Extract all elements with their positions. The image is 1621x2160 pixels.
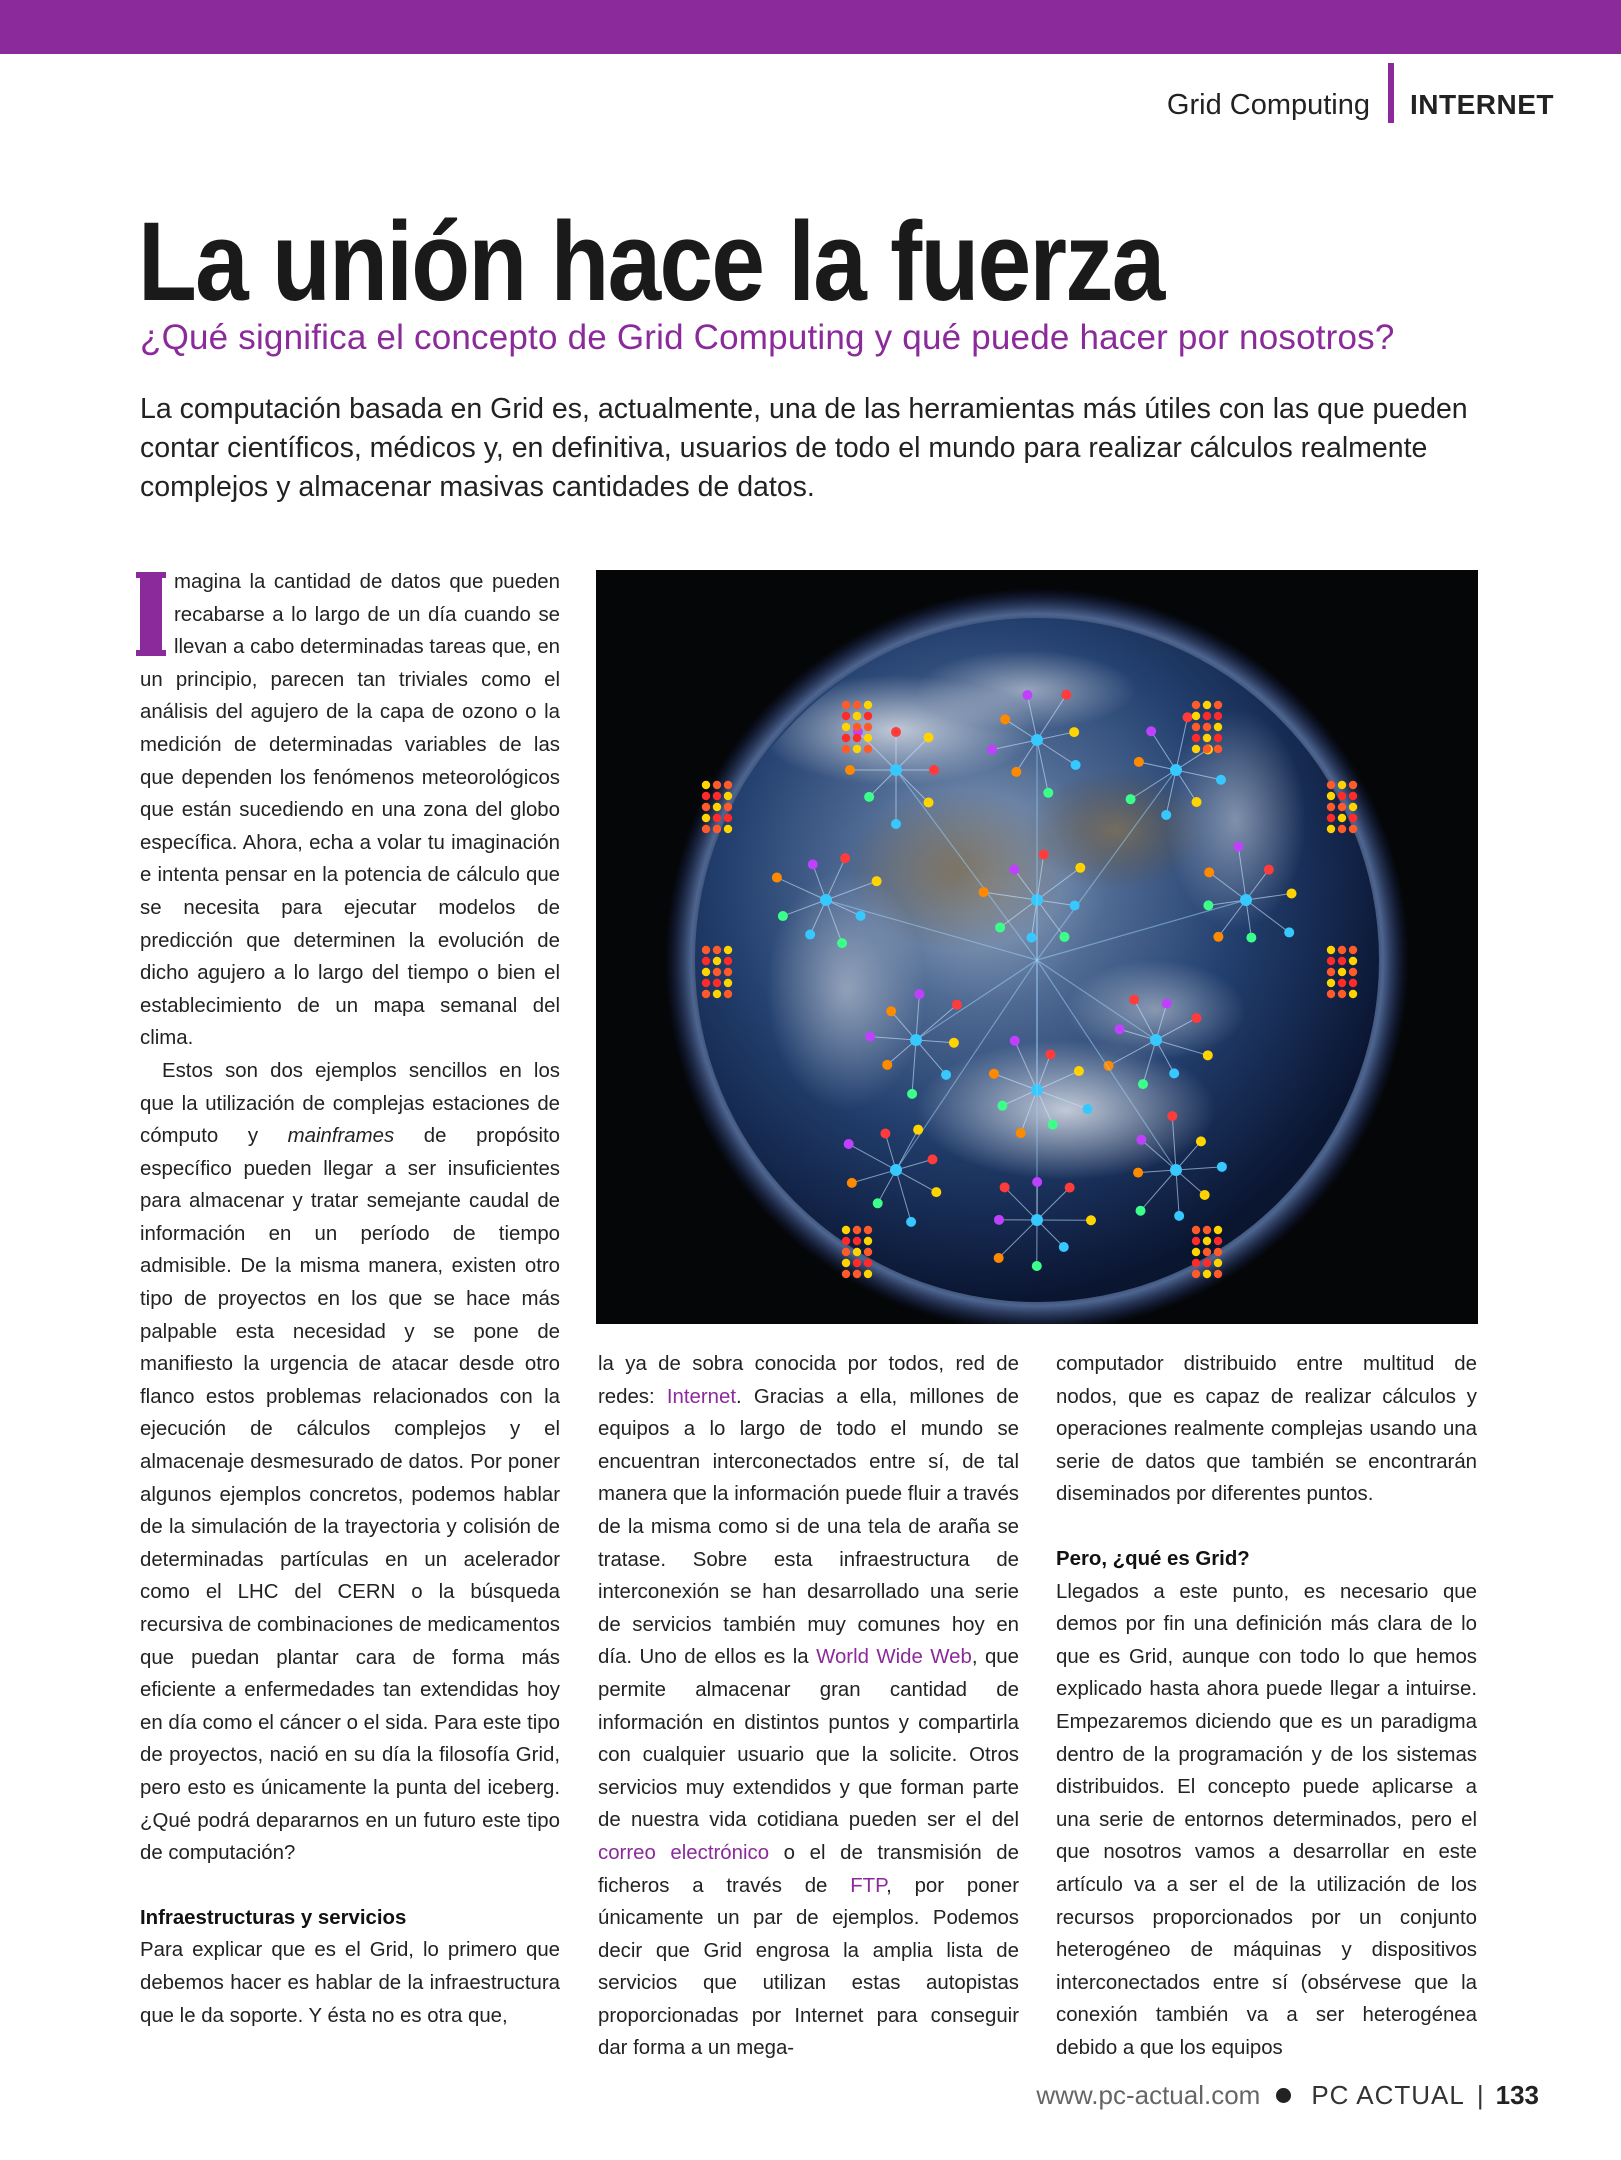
data-cell — [1349, 957, 1357, 965]
network-node — [1043, 788, 1053, 798]
data-cell — [1327, 990, 1335, 998]
data-cell — [842, 712, 850, 720]
data-cell — [1349, 946, 1357, 954]
data-cell — [1192, 701, 1200, 709]
top-accent-bar — [0, 0, 1621, 54]
data-cell — [842, 734, 850, 742]
network-node — [1086, 1215, 1096, 1225]
data-cell — [702, 814, 710, 822]
network-node — [1192, 797, 1202, 807]
network-hub — [890, 1164, 902, 1176]
network-node — [1191, 1013, 1201, 1023]
footer-separator: | — [1476, 2079, 1484, 2110]
data-cell — [702, 957, 710, 965]
data-cell — [853, 745, 861, 753]
data-cell — [1214, 712, 1222, 720]
network-node — [864, 792, 874, 802]
network-node — [1169, 1068, 1179, 1078]
footer-url[interactable]: www.pc-actual.com — [1036, 2079, 1261, 2110]
data-cell — [853, 712, 861, 720]
data-cell — [842, 1248, 850, 1256]
data-cell — [864, 1270, 872, 1278]
page-number: 133 — [1495, 2079, 1539, 2110]
network-node — [1059, 932, 1069, 942]
data-cell — [1349, 781, 1357, 789]
network-hub — [890, 764, 902, 776]
data-cell — [864, 1248, 872, 1256]
data-cell — [1349, 803, 1357, 811]
data-cell — [864, 712, 872, 720]
data-cell — [1214, 701, 1222, 709]
data-cell — [842, 701, 850, 709]
network-node — [931, 1187, 941, 1197]
network-node — [1182, 712, 1192, 722]
network-node — [906, 1217, 916, 1227]
network-node — [979, 887, 989, 897]
data-cell — [853, 1248, 861, 1256]
network-node — [1071, 760, 1081, 770]
link-ftp[interactable]: FTP — [850, 1874, 887, 1897]
data-cell — [853, 734, 861, 742]
data-cell — [1192, 723, 1200, 731]
paragraph-intro: magina la cantidad de datos que pueden recabarse a lo largo de un día cuando se llevan a cabo determinadas tareas que, en un principio, parecen tan triviales como el análisis del agujero de la capa de ozono o la medición de determinadas variables de las que dependen los fenómenos meteorológicos que están sucediendo en una zona del globo específica. Ahora, echa a volar tu imaginación e intenta pensar en la potencia de cálculo que se necesita para ejecutar modelos de predicción que determinen la evolución de dicho agujero a lo largo del tiempo o bien el establecimiento de un mapa semanal del clima. — [140, 571, 560, 1050]
paragraph: computador distribuido entre multitud de nodos, que es capaz de realizar cálculos y operaciones realmente complejas usando una serie de datos que también se encontrarán diseminados por diferentes puntos. — [1056, 1353, 1477, 1506]
article-title: La unión hace la fuerza — [138, 199, 1164, 324]
data-cell — [713, 814, 721, 822]
network-hub — [910, 1034, 922, 1046]
network-node — [1246, 933, 1256, 943]
network-node — [994, 1215, 1004, 1225]
network-node — [1136, 1135, 1146, 1145]
network-node — [844, 1139, 854, 1149]
network-node — [837, 938, 847, 948]
data-cell — [853, 723, 861, 731]
network-node — [805, 930, 815, 940]
data-cell — [864, 745, 872, 753]
network-node — [1129, 995, 1139, 1005]
footer-magazine: PC ACTUAL — [1311, 2079, 1465, 2110]
network-node — [1115, 1024, 1125, 1034]
network-node — [1146, 726, 1156, 736]
data-cell — [713, 968, 721, 976]
link-internet[interactable]: Internet — [666, 1385, 736, 1408]
network-node — [989, 1069, 999, 1079]
network-hub — [1170, 1164, 1182, 1176]
network-node — [1203, 900, 1213, 910]
data-cell — [713, 990, 721, 998]
paragraph: Llegados a este punto, es necesario que demos por fin una definición más clara de lo que es Grid, aunque con todo lo que hemos explicado hasta ahora puede llegar a intuirse. Empezaremos diciendo que es un paradigma dentro de la programación y de los sistemas distribuidos. El concepto puede aplicarse a una serie de entornos determinados, pero el que nosotros vamos a desarrollar en este artículo va a ser el de la utilización de los recursos proporcionados por un conjunto heterogéneo de máquinas y dispositivos interconectados entre sí (obsérvese que la conexión también va a ser heterogénea debido a que los equipos — [1056, 1580, 1477, 2059]
network-node — [1138, 1079, 1148, 1089]
network-node — [995, 922, 1005, 932]
network-node — [1216, 775, 1226, 785]
data-cell — [702, 781, 710, 789]
network-node — [891, 819, 901, 829]
network-node — [847, 1178, 857, 1188]
network-node — [1196, 1136, 1206, 1146]
network-node — [872, 876, 882, 886]
data-cell — [842, 1237, 850, 1245]
paragraph: Para explicar que es el Grid, lo primero que debemos hacer es hablar de la infraestructura que le da soporte. Y ésta no es otra que, — [140, 1939, 560, 2027]
data-cell — [1192, 734, 1200, 742]
network-node — [1217, 1162, 1227, 1172]
data-cell — [842, 745, 850, 753]
network-node — [1083, 1104, 1093, 1114]
network-node — [891, 727, 901, 737]
data-cell — [702, 825, 710, 833]
network-node — [987, 745, 997, 755]
data-cell — [1338, 792, 1346, 800]
data-cell — [1349, 814, 1357, 822]
network-node — [1009, 865, 1019, 875]
data-cell — [702, 803, 710, 811]
data-cell — [853, 1226, 861, 1234]
network-node — [865, 1032, 875, 1042]
network-node — [1011, 767, 1021, 777]
dropcap — [140, 572, 162, 656]
data-cell — [1214, 1237, 1222, 1245]
data-cell — [853, 1270, 861, 1278]
data-cell — [724, 825, 732, 833]
network-node — [1026, 933, 1036, 943]
earth-grid-illustration — [596, 570, 1478, 1324]
network-node — [949, 1038, 959, 1048]
data-cell — [864, 1259, 872, 1267]
data-cell — [1203, 1270, 1211, 1278]
network-node — [1032, 1177, 1042, 1187]
network-node — [1000, 1182, 1010, 1192]
data-cell — [1203, 1248, 1211, 1256]
bullet-dot-icon — [1276, 2088, 1291, 2103]
data-cell — [724, 979, 732, 987]
network-hub — [1240, 894, 1252, 906]
network-hub — [1150, 1034, 1162, 1046]
data-cell — [724, 968, 732, 976]
network-node — [1010, 1036, 1020, 1046]
data-cell — [1338, 781, 1346, 789]
data-cell — [853, 1237, 861, 1245]
data-cell — [1338, 825, 1346, 833]
network-node — [772, 873, 782, 883]
subheading-infraestructuras: Infraestructuras y servicios — [140, 1906, 407, 1929]
network-node — [1167, 1111, 1177, 1121]
data-cell — [1338, 957, 1346, 965]
data-cell — [702, 990, 710, 998]
data-cell — [853, 701, 861, 709]
subheading-que-es-grid: Pero, ¿qué es Grid? — [1056, 1547, 1250, 1570]
data-cell — [1214, 1259, 1222, 1267]
network-node — [1213, 932, 1223, 942]
data-cell — [724, 781, 732, 789]
data-cell — [713, 957, 721, 965]
network-node — [1074, 1066, 1084, 1076]
network-node — [1069, 727, 1079, 737]
data-cell — [1214, 723, 1222, 731]
data-cell — [1327, 792, 1335, 800]
network-hub — [1170, 764, 1182, 776]
network-node — [941, 1070, 951, 1080]
network-node — [1133, 1168, 1143, 1178]
link-world-wide-web[interactable]: World Wide Web — [816, 1646, 972, 1669]
data-cell — [864, 1226, 872, 1234]
data-cell — [1203, 1226, 1211, 1234]
data-cell — [864, 701, 872, 709]
network-node — [952, 1000, 962, 1010]
data-cell — [864, 1237, 872, 1245]
network-node — [1000, 714, 1010, 724]
paragraph: Estos son dos ejemplos sencillos en los que la utilización de complejas estaciones de cómputo y mainframes de propósito específico pueden llegar a ser insuficientes para almacenar y tratar semejante caudal de información en un período de tiempo admisible. De la misma manera, existen otro tipo de proyectos en los que se hace más palpable esta necesidad y se pone de manifiesto la urgencia de atacar desde otro flanco estos problemas relacionados con la ejecución de cálculos complejos y el almacenaje desmesurado de datos. Por poner algunos ejemplos concretos, podemos hablar de la simulación de la trayectoria y colisión de determinadas partículas en un acelerador como el LHC del CERN o la búsqueda recursiva de combinaciones de medicamentos que puedan plantar cara de forma más eficiente a enfermedades tan extendidas hoy en día como el cáncer o el sida. Para este tipo de proyectos, nació en su día la filosofía Grid, pero esto es únicamente la punta del iceberg. ¿Qué podrá depararnos en un futuro este tipo de computación? — [140, 1059, 560, 1865]
section-divider — [1388, 63, 1394, 123]
network-node — [778, 911, 788, 921]
data-cell — [1327, 946, 1335, 954]
data-cell — [713, 803, 721, 811]
data-cell — [724, 957, 732, 965]
network-node — [914, 989, 924, 999]
network-node — [873, 1198, 883, 1208]
data-cell — [1203, 734, 1211, 742]
column-1 — [140, 566, 560, 2032]
data-cell — [713, 979, 721, 987]
link-correo-electronico[interactable]: correo electrónico — [598, 1841, 770, 1864]
data-cell — [724, 814, 732, 822]
data-cell — [724, 946, 732, 954]
network-hub — [1031, 1214, 1043, 1226]
data-cell — [1192, 1270, 1200, 1278]
network-node — [1161, 810, 1171, 820]
data-cell — [702, 968, 710, 976]
network-node — [994, 1253, 1004, 1263]
data-cell — [1192, 1237, 1200, 1245]
data-cell — [702, 979, 710, 987]
network-node — [882, 1060, 892, 1070]
network-node — [1016, 1128, 1026, 1138]
network-node — [856, 911, 866, 921]
data-cell — [853, 1259, 861, 1267]
data-cell — [1349, 825, 1357, 833]
network-node — [880, 1129, 890, 1139]
column-3 — [1056, 1348, 1477, 2064]
network-node — [924, 798, 934, 808]
network-node — [1284, 927, 1294, 937]
data-cell — [713, 781, 721, 789]
network-hub — [820, 894, 832, 906]
network-node — [927, 1154, 937, 1164]
data-cell — [713, 825, 721, 833]
network-node — [808, 859, 818, 869]
network-node — [997, 1101, 1007, 1111]
data-cell — [713, 946, 721, 954]
data-cell — [1203, 1259, 1211, 1267]
network-node — [1174, 1211, 1184, 1221]
data-cell — [724, 803, 732, 811]
network-node — [1134, 757, 1144, 767]
data-cell — [1349, 990, 1357, 998]
data-cell — [702, 946, 710, 954]
data-cell — [1214, 745, 1222, 753]
earth-grid-image — [596, 570, 1478, 1324]
data-cell — [1214, 1226, 1222, 1234]
data-cell — [1327, 979, 1335, 987]
data-cell — [1327, 781, 1335, 789]
article-subtitle: ¿Qué significa el concepto de Grid Computing y qué puede hacer por nosotros? — [140, 318, 1395, 357]
section-name: INTERNET — [1410, 89, 1554, 120]
data-cell — [1327, 968, 1335, 976]
network-node — [1059, 1242, 1069, 1252]
data-cell — [1327, 803, 1335, 811]
network-node — [1162, 999, 1172, 1009]
network-node — [1070, 901, 1080, 911]
network-node — [907, 1089, 917, 1099]
data-cell — [842, 723, 850, 731]
network-node — [1126, 794, 1136, 804]
data-cell — [864, 723, 872, 731]
data-cell — [1327, 957, 1335, 965]
data-cell — [1349, 968, 1357, 976]
data-cell — [724, 792, 732, 800]
network-node — [1039, 849, 1049, 859]
data-cell — [702, 792, 710, 800]
network-node — [886, 1006, 896, 1016]
data-cell — [1192, 745, 1200, 753]
network-node — [1065, 1183, 1075, 1193]
data-cell — [1338, 990, 1346, 998]
data-cell — [842, 1270, 850, 1278]
data-cell — [864, 734, 872, 742]
network-node — [1061, 690, 1071, 700]
data-cell — [1192, 1259, 1200, 1267]
data-cell — [1214, 1270, 1222, 1278]
data-cell — [1349, 979, 1357, 987]
data-cell — [1327, 814, 1335, 822]
data-cell — [1338, 968, 1346, 976]
data-cell — [713, 792, 721, 800]
data-cell — [1203, 1237, 1211, 1245]
data-cell — [1349, 792, 1357, 800]
data-cell — [1203, 712, 1211, 720]
data-cell — [1338, 979, 1346, 987]
network-node — [1136, 1206, 1146, 1216]
network-node — [1022, 690, 1032, 700]
network-node — [1048, 1120, 1058, 1130]
network-node — [1204, 867, 1214, 877]
column-2 — [598, 1348, 1019, 2065]
paragraph: la ya de sobra conocida por todos, red de redes: Internet. Gracias a ella, millones de equipos a lo largo de todo el mundo se encuentran interconectados entre sí, de tal manera que la información puede fluir a través de la misma como si de una tela de araña se tratase. Sobre esta infraestructura de interconexión se han desarrollado una serie de servicios también muy comunes hoy en día. Uno de ellos es la World Wide Web, que permite almacenar gran cantidad de información en distintos puntos y compartirla con cualquier usuario que la solicite. Otros servicios muy extendidos y que forman parte de nuestra vida cotidiana pueden ser el del correo electrónico o el de transmisión de ficheros a través de FTP, por poner únicamente un par de ejemplos. Podemos decir que Grid engrosa la amplia lista de servicios que utilizan estas autopistas proporcionadas por Internet para conseguir dar forma a un mega- — [598, 1353, 1020, 2060]
network-node — [1203, 1050, 1213, 1060]
network-node — [1264, 865, 1274, 875]
data-cell — [1214, 734, 1222, 742]
network-node — [840, 853, 850, 863]
network-node — [1233, 842, 1243, 852]
network-node — [1200, 1190, 1210, 1200]
data-cell — [1192, 1226, 1200, 1234]
article-lead: La computación basada en Grid es, actualmente, una de las herramientas más útiles con las que pueden contar científicos, médicos y, en definitiva, usuarios de todo el mundo para realizar cálculos realmente complejos y almacenar masivas cantidades de datos. — [140, 393, 1468, 503]
network-node — [929, 765, 939, 775]
data-cell — [1203, 723, 1211, 731]
network-node — [1045, 1049, 1055, 1059]
data-cell — [724, 990, 732, 998]
data-cell — [1338, 803, 1346, 811]
data-cell — [1203, 701, 1211, 709]
network-node — [913, 1125, 923, 1135]
section-header — [1167, 88, 1554, 122]
data-cell — [842, 1226, 850, 1234]
network-node — [845, 765, 855, 775]
network-hub — [1031, 734, 1043, 746]
data-cell — [1214, 1248, 1222, 1256]
data-cell — [1338, 814, 1346, 822]
data-cell — [1192, 712, 1200, 720]
section-topic: Grid Computing — [1166, 88, 1370, 121]
data-cell — [1203, 745, 1211, 753]
network-node — [1287, 889, 1297, 899]
network-node — [1032, 1261, 1042, 1271]
data-cell — [1192, 1248, 1200, 1256]
network-node — [1075, 863, 1085, 873]
data-cell — [1338, 946, 1346, 954]
page-footer — [1036, 2080, 1539, 2110]
data-cell — [1327, 825, 1335, 833]
data-cell — [842, 1259, 850, 1267]
network-node — [924, 732, 934, 742]
